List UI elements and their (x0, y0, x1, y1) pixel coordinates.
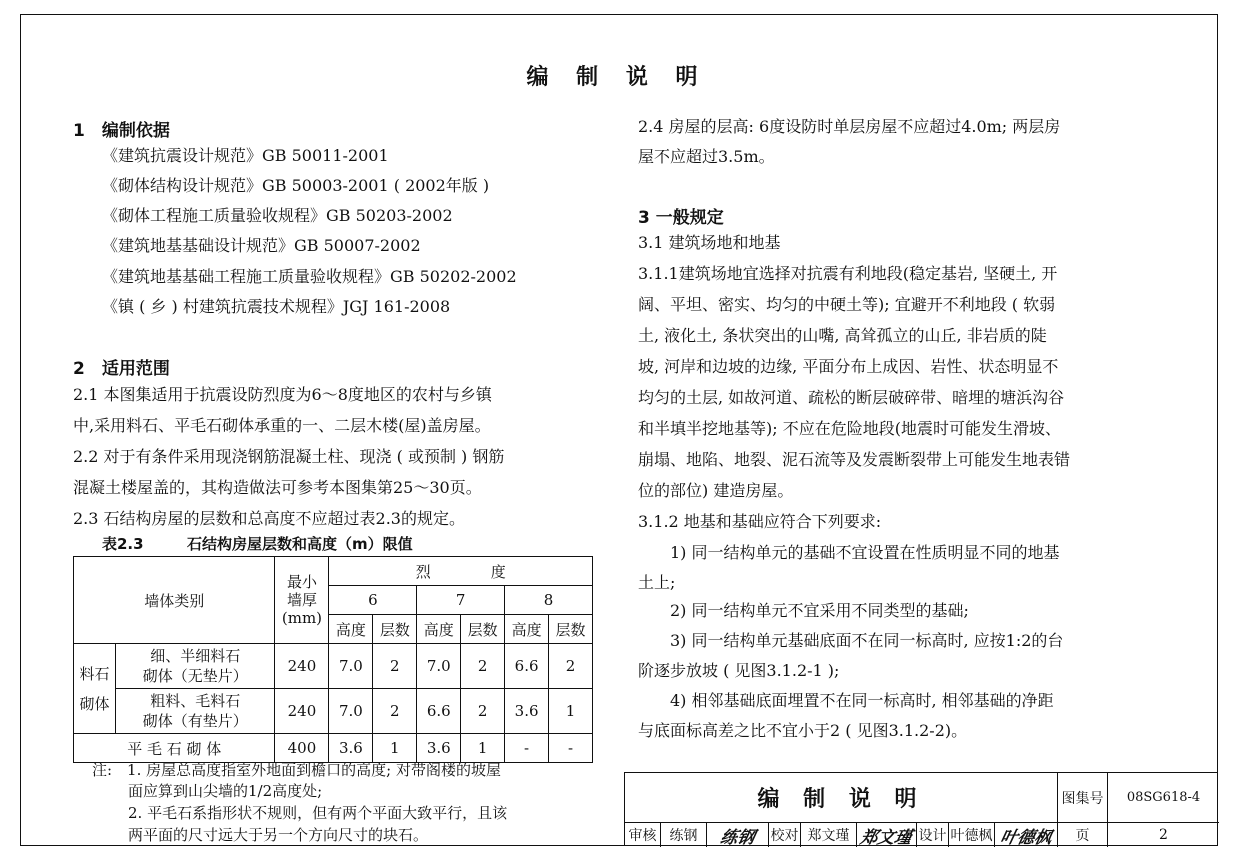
table-row (74, 689, 593, 734)
reviewer-name: 练钢 (661, 823, 707, 847)
body-line: 土, 液化土, 条状突出的山嘴, 高耸孤立的山丘, 非岩质的陡 (638, 326, 1047, 345)
cell-value: - (505, 734, 549, 763)
header-intensity-7: 7 (417, 586, 505, 615)
reviewer-signature: 练钢 (707, 823, 769, 847)
cell-value: 2 (373, 689, 417, 734)
body-line: 2.2 对于有条件采用现浇钢筋混凝土柱、现浇 ( 或预制 ) 钢筋 (73, 447, 505, 466)
body-line: 与底面标高差之比不宜小于2 ( 见图3.1.2-2)。 (638, 721, 968, 740)
cell-value: 3.6 (417, 734, 461, 763)
body-line: 2.3 石结构房屋的层数和总高度不应超过表2.3的规定。 (73, 509, 465, 528)
body-line: 屋不应超过3.5m。 (638, 147, 775, 166)
body-line: 阶逐步放坡 ( 见图3.1.2-1 ); (638, 661, 840, 680)
table-caption-number: 表2.3 (102, 535, 144, 553)
header-intensity-6: 6 (329, 586, 417, 615)
checker-signature: 郑文瑾 (857, 823, 917, 847)
header-intensity-8: 8 (505, 586, 593, 615)
section-2-heading: 2 适用范围 (73, 359, 170, 379)
note-line: 注: 1. 房屋总高度指室外地面到檐口的高度; 对带阁楼的坡屋 (92, 761, 501, 779)
section-1-heading: 1 编制依据 (73, 121, 170, 141)
reference-line: 《建筑地基基础工程施工质量验收规程》GB 50202-2002 (102, 267, 517, 286)
cell-value: 2 (549, 644, 593, 689)
table-row (74, 734, 593, 763)
cell-value: 3.6 (505, 689, 549, 734)
note-line: 2. 平毛石系指形状不规则，但有两个平面大致平行，且该 (128, 804, 508, 822)
header-wall-type: 墙体类别 (74, 557, 275, 644)
cell-value: 1 (549, 689, 593, 734)
cell-value: 1 (461, 734, 505, 763)
reference-line: 《砌体结构设计规范》GB 50003-2001 ( 2002年版 ) (102, 176, 490, 195)
row-name: 平 毛 石 砌 体 (74, 734, 275, 763)
header-height: 高度 (329, 615, 373, 644)
body-line: 土上; (638, 573, 676, 592)
row-thickness: 240 (275, 689, 329, 734)
atlas-number-label: 图集号 (1058, 773, 1108, 823)
row-name: 细、半细料石 砌体（无垫片） (115, 644, 275, 689)
body-line: 均匀的土层, 如故河道、疏松的断层破碎带、暗埋的塘浜沟谷 (638, 388, 1065, 407)
review-label: 审核 (625, 823, 661, 847)
header-floors: 层数 (461, 615, 505, 644)
note-line: 面应算到山尖墙的1/2高度处; (128, 782, 323, 800)
body-line: 2.1 本图集适用于抗震设防烈度为6～8度地区的农村与乡镇 (73, 385, 492, 404)
title-block (624, 772, 1218, 846)
body-line: 1) 同一结构单元的基础不宜设置在性质明显不同的地基 (638, 543, 1060, 562)
body-line: 位的部位) 建造房屋。 (638, 481, 794, 500)
table-caption: 石结构房屋层数和高度（m）限值 (187, 535, 413, 553)
page-label: 页 (1058, 823, 1108, 847)
reference-line: 《建筑抗震设计规范》GB 50011-2001 (102, 146, 389, 165)
cell-value: 7.0 (329, 689, 373, 734)
cell-value: 7.0 (417, 644, 461, 689)
design-label: 设计 (917, 823, 949, 847)
header-height: 高度 (505, 615, 549, 644)
row-thickness: 400 (275, 734, 329, 763)
checker-name: 郑文瑾 (801, 823, 857, 847)
header-floors: 层数 (549, 615, 593, 644)
designer-signature: 叶德枫 (995, 823, 1058, 847)
check-label: 校对 (769, 823, 801, 847)
title-block-title: 编 制 说 明 (625, 773, 1058, 823)
header-intensity: 烈 度 (329, 557, 593, 586)
note-line: 两平面的尺寸远大于另一个方向尺寸的块石。 (128, 826, 429, 844)
header-min-thickness: 最小 墙厚 (mm) (275, 557, 329, 644)
body-line: 和半填半挖地基等); 不应在危险地段(地震时可能发生滑坡、 (638, 419, 1061, 438)
body-line: 2.4 房屋的层高: 6度设防时单层房屋不应超过4.0m; 两层房 (638, 117, 1061, 136)
cell-value: 2 (461, 644, 505, 689)
header-height: 高度 (417, 615, 461, 644)
body-line: 中,采用料石、平毛石砌体承重的一、二层木楼(屋)盖房屋。 (73, 416, 491, 435)
group-label: 料石 砌体 (74, 644, 116, 734)
body-line: 3) 同一结构单元基础底面不在同一标高时, 应按1:2的台 (638, 631, 1064, 650)
row-thickness: 240 (275, 644, 329, 689)
body-line: 3.1 建筑场地和地基 (638, 233, 781, 252)
page-title: 编 制 说 明 (526, 65, 708, 90)
body-line: 阔、平坦、密实、均匀的中硬土等); 宜避开不利地段 ( 软弱 (638, 295, 1056, 314)
cell-value: - (549, 734, 593, 763)
designer-name: 叶德枫 (949, 823, 995, 847)
body-line: 崩塌、地陷、地裂、泥石流等及发震断裂带上可能发生地表错 (638, 450, 1071, 469)
body-line: 2) 同一结构单元不宜采用不同类型的基础; (638, 601, 969, 620)
body-line: 3.1.1建筑场地宜选择对抗震有利地段(稳定基岩, 坚硬土, 开 (638, 264, 1058, 283)
cell-value: 3.6 (329, 734, 373, 763)
cell-value: 6.6 (417, 689, 461, 734)
reference-line: 《砌体工程施工质量验收规程》GB 50203-2002 (102, 206, 453, 225)
height-limits-table (73, 556, 593, 763)
cell-value: 6.6 (505, 644, 549, 689)
body-line: 3.1.2 地基和基础应符合下列要求: (638, 512, 882, 531)
cell-value: 2 (461, 689, 505, 734)
cell-value: 2 (373, 644, 417, 689)
row-name: 粗料、毛料石 砌体（有垫片） (115, 689, 275, 734)
section-3-heading: 3 一般规定 (638, 208, 724, 228)
header-floors: 层数 (373, 615, 417, 644)
body-line: 混凝土楼屋盖的，其构造做法可参考本图集第25～30页。 (73, 478, 482, 497)
reference-line: 《镇 ( 乡 ) 村建筑抗震技术规程》JGJ 161-2008 (102, 297, 451, 316)
page-number: 2 (1159, 827, 1168, 843)
cell-value: 1 (373, 734, 417, 763)
atlas-number: 08SG618-4 (1108, 773, 1219, 823)
cell-value: 7.0 (329, 644, 373, 689)
table-row (74, 644, 593, 689)
reference-line: 《建筑地基基础设计规范》GB 50007-2002 (102, 236, 421, 255)
body-line: 坡, 河岸和边坡的边缘, 平面分布上成因、岩性、状态明显不 (638, 357, 1059, 376)
body-line: 4) 相邻基础底面埋置不在同一标高时, 相邻基础的净距 (638, 691, 1054, 710)
